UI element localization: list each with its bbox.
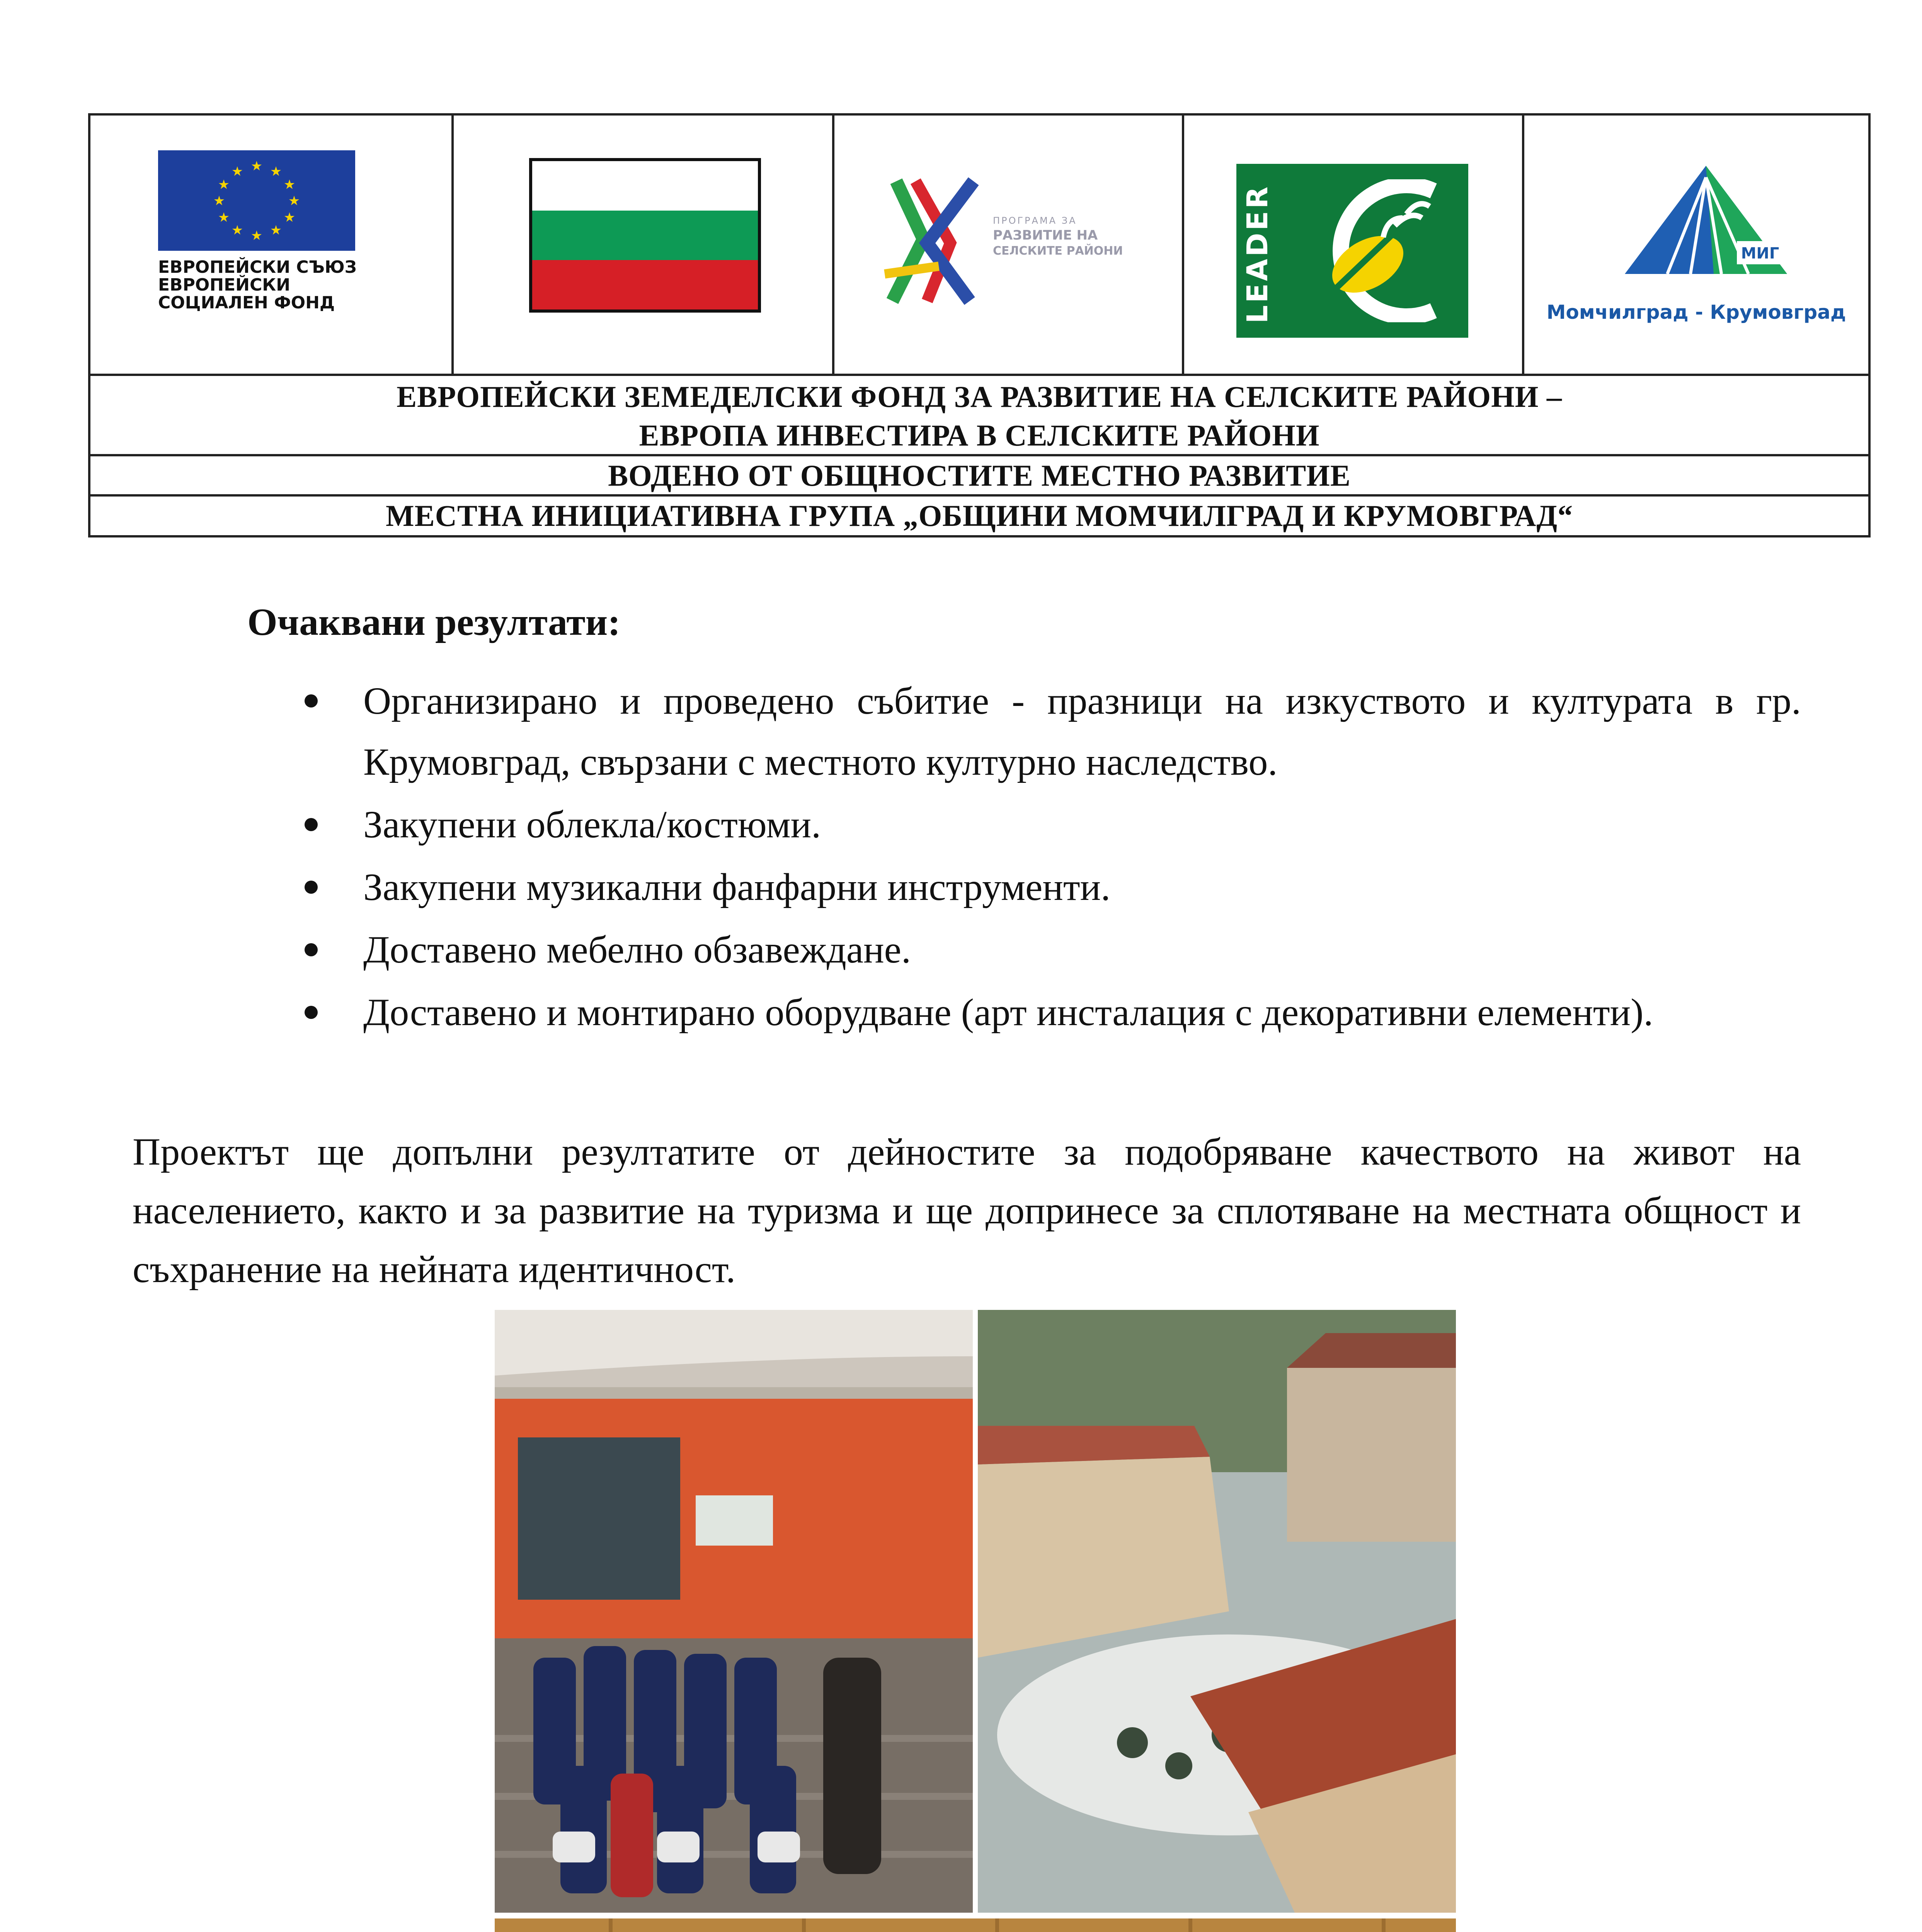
photo-majorette-dancers: [495, 1918, 1456, 1932]
svg-text:★: ★: [270, 164, 282, 179]
bulgaria-flag-cell: [454, 116, 834, 374]
leader-leaf-icon: [1294, 179, 1457, 322]
list-item: Закупени облекла/костюми.: [298, 794, 1801, 855]
leader-logo-cell: [1184, 116, 1524, 374]
results-list: [298, 670, 1801, 1044]
project-paragraph: Проектът ще допълни резултатите от дейностите за подобряване качеството на живот на населението, както и за развитие на туризма и ще допринесе за сплотяване на местната общност и съхранение на нейната идентичност.: [133, 1130, 1801, 1291]
leader-logo: LEADER: [1236, 164, 1468, 338]
svg-text:★: ★: [283, 210, 296, 225]
rural-program-text: ПРОГРАМА ЗА РАЗВИТИЕ НА СЕЛСКИТЕ РАЙОНИ: [993, 215, 1123, 258]
header-lag: МЕСТНА ИНИЦИАТИВНА ГРУПА „ОБЩИНИ МОМЧИЛГРАД И КРУМОВГРАД“: [88, 497, 1871, 537]
eu-flag-icon: [158, 150, 355, 251]
eu-logo-cell: [90, 116, 454, 374]
list-item: Организирано и проведено събитие - празници на изкуството и културата в гр. Крумовград, свързани с местното културно наследство.: [298, 670, 1801, 793]
list-item: Закупени музикални фанфарни инструменти.: [298, 857, 1801, 918]
rural-program-cell: [834, 116, 1184, 374]
results-heading: Очаквани резултати:: [247, 600, 621, 643]
svg-text:★: ★: [231, 164, 243, 179]
mig-logo-name: Момчилград - Крумовград: [1546, 301, 1846, 323]
svg-text:★: ★: [231, 223, 243, 238]
svg-text:★: ★: [270, 223, 282, 238]
photo-marching-band: [495, 1310, 973, 1913]
svg-text:★: ★: [213, 193, 225, 209]
list-item: Доставено мебелно обзавеждане.: [298, 919, 1801, 980]
logo-row: [88, 113, 1871, 376]
photo-town-aerial: [978, 1310, 1456, 1913]
svg-text:★: ★: [283, 177, 296, 192]
svg-text:★: ★: [218, 177, 230, 192]
mig-mountain-icon: [1621, 162, 1791, 278]
rural-program-x-icon: [881, 177, 985, 305]
eu-logo-caption: ЕВРОПЕЙСКИ СЪЮЗ ЕВРОПЕЙСКИ СОЦИАЛЕН ФОНД: [158, 257, 357, 313]
svg-text:МИГ: МИГ: [1741, 245, 1779, 262]
svg-text:★: ★: [218, 210, 230, 225]
list-item: Доставено и монтирано оборудване (арт инсталация с декоративни елементи).: [298, 982, 1801, 1043]
svg-text:★: ★: [288, 193, 300, 209]
svg-text:★: ★: [250, 158, 263, 174]
bulgaria-flag-icon: [529, 158, 761, 313]
svg-text:★: ★: [250, 228, 263, 243]
header-community-led: ВОДЕНО ОТ ОБЩНОСТИТЕ МЕСТНО РАЗВИТИЕ: [88, 456, 1871, 497]
mig-logo-cell: [1524, 116, 1868, 374]
header-fund-title: ЕВРОПЕЙСКИ ЗЕМЕДЕЛСКИ ФОНД ЗА РАЗВИТИЕ НА СЕЛСКИТЕ РАЙОНИ – ЕВРОПА ИНВЕСТИРА В СЕЛСКИТЕ РАЙОНИ: [88, 376, 1871, 456]
